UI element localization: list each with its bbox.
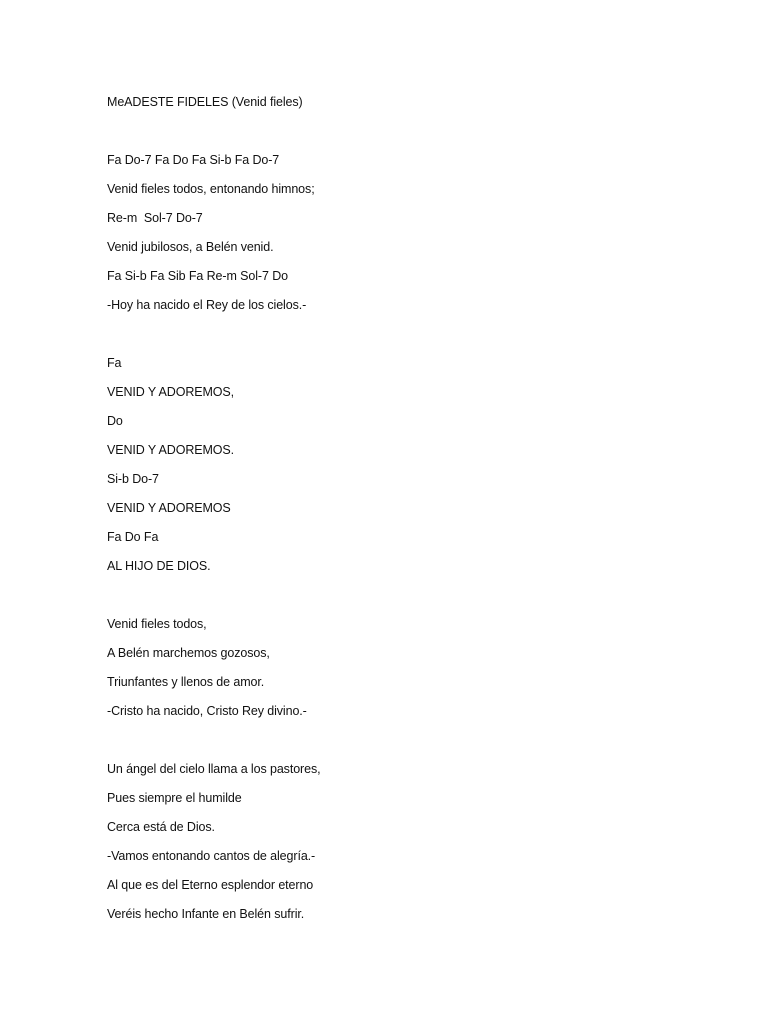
lyric-line: VENID Y ADOREMOS.	[107, 443, 235, 457]
song-title	[107, 93, 707, 111]
lyric-line: -Hoy ha nacido el Rey de los cielos.-	[107, 298, 307, 312]
lyric-line: VENID Y ADOREMOS,	[107, 385, 235, 399]
lyric-line: Pues siempre el humilde	[107, 791, 242, 805]
lyric-line: Cerca está de Dios.	[107, 820, 215, 834]
section-gap	[107, 325, 707, 354]
chord-line: Fa Si-b Fa Sib Fa Re-m Sol-7 Do	[107, 269, 288, 283]
lyric-line: -Cristo ha nacido, Cristo Rey divino.-	[107, 704, 307, 718]
lyric-line: Veréis hecho Infante en Belén sufrir.	[107, 907, 305, 921]
lyric-line: Venid fieles todos,	[107, 617, 207, 631]
lyric-line: Venid jubilosos, a Belén venid.	[107, 240, 274, 254]
chord-line: Fa Do Fa	[107, 530, 159, 544]
chord-line: Re-m Sol-7 Do-7	[107, 211, 203, 225]
lyric-line: Un ángel del cielo llama a los pastores,	[107, 762, 321, 776]
lyric-line: -Vamos entonando cantos de alegría.-	[107, 849, 316, 863]
song-document	[107, 93, 707, 934]
chord-line: Fa	[107, 356, 122, 370]
song-title-sub: (Venid fieles)	[231, 95, 303, 109]
lyric-line: AL HIJO DE DIOS.	[107, 559, 211, 573]
verse-1	[107, 151, 707, 314]
section-gap	[107, 731, 707, 760]
lyric-line: Al que es del Eterno esplendor eterno	[107, 878, 314, 892]
song-title-main: MeADESTE FIDELES	[107, 95, 229, 109]
lyric-line: VENID Y ADOREMOS	[107, 501, 231, 515]
chord-line: Do	[107, 414, 123, 428]
lyric-line: Triunfantes y llenos de amor.	[107, 675, 265, 689]
lyric-line: A Belén marchemos gozosos,	[107, 646, 270, 660]
chord-line: Si-b Do-7	[107, 472, 159, 486]
lyric-line: Venid fieles todos, entonando himnos;	[107, 182, 315, 196]
chorus	[107, 354, 707, 575]
chord-line: Fa Do-7 Fa Do Fa Si-b Fa Do-7	[107, 153, 280, 167]
section-gap	[107, 586, 707, 615]
section-gap	[107, 122, 707, 151]
verse-2	[107, 615, 707, 720]
verse-3	[107, 760, 707, 923]
